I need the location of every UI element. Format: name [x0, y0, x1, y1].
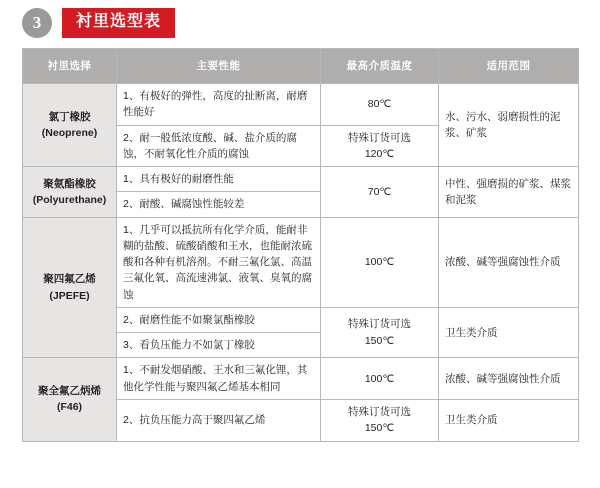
- cell-performance: 1、几乎可以抵抗所有化学介质，能耐非糊的盐酸、硫酸硝酸和王水，也能耐浓硫酸和各种有机溶剂。不耐三氟化氯、高温三氟化氧、高流速沸氯、液氧、臭氧的腐蚀: [117, 217, 321, 307]
- cell-application-scope: 浓酸、碱等强腐蚀性介质: [439, 217, 579, 307]
- table-row: [23, 217, 579, 307]
- cell-performance: 2、耐酸、碱腐蚀性能较差: [117, 192, 321, 217]
- table-row: [23, 358, 579, 400]
- cell-performance: 2、耐磨性能不如聚氯酯橡胶: [117, 307, 321, 332]
- cell-temperature: 80℃: [321, 84, 439, 126]
- section-header: [22, 8, 175, 38]
- cell-application-scope: 水、污水、弱磨损性的泥浆、矿浆: [439, 84, 579, 167]
- temperature-condition: 特殊订货可选: [348, 405, 411, 418]
- temperature-value: 150℃: [364, 422, 395, 435]
- cell-category-fep: [23, 358, 117, 441]
- column-header-lining: 衬里选择: [23, 49, 117, 84]
- cell-performance: 1、不耐发烟硝酸、王水和三氟化锂，其他化学性能与聚四氟乙烯基本相同: [117, 358, 321, 400]
- lining-selection-table: [22, 48, 579, 442]
- category-name-cn: 聚氨酯橡胶: [43, 177, 96, 190]
- cell-category-neoprene: [23, 84, 117, 167]
- category-name-en: (JPEFE): [49, 289, 90, 302]
- column-header-application: 适用范围: [439, 49, 579, 84]
- temperature-value: 120℃: [364, 147, 395, 160]
- column-header-performance: 主要性能: [117, 49, 321, 84]
- cell-performance: 1、有极好的弹性，高度的扯断离，耐磨性能好: [117, 84, 321, 126]
- lining-selection-table-wrapper: [22, 48, 578, 442]
- cell-performance: 3、看负压能力不如氯丁橡胶: [117, 333, 321, 358]
- cell-performance: 2、耐一般低浓度酸、碱、盐介质的腐蚀，不耐氧化性介质的腐蚀: [117, 125, 321, 167]
- column-header-max-temperature: 最高介质温度: [321, 49, 439, 84]
- category-name-cn: 氯丁橡胶: [48, 110, 91, 123]
- section-number-badge: 3: [22, 8, 52, 38]
- cell-temperature: 100℃: [321, 358, 439, 400]
- cell-application-scope: 中性、强磨损的矿浆、煤浆和泥浆: [439, 167, 579, 218]
- category-name-en: (Polyurethane): [32, 193, 107, 206]
- temperature-condition: 特殊订货可选: [348, 131, 411, 144]
- cell-category-ptfe: [23, 217, 117, 358]
- cell-temperature: [321, 399, 439, 441]
- category-name-cn: 聚全氟乙炳烯: [38, 385, 101, 398]
- page-title: 衬里选型表: [62, 8, 175, 37]
- cell-application-scope: 卫生类介质: [439, 307, 579, 358]
- table-header-row: [23, 49, 579, 84]
- cell-performance: 1、具有极好的耐磨性能: [117, 167, 321, 192]
- cell-application-scope: 浓酸、碱等强腐蚀性介质: [439, 358, 579, 400]
- cell-category-polyurethane: [23, 167, 117, 218]
- category-name-en: (Neoprene): [41, 127, 98, 140]
- cell-temperature: 100℃: [321, 217, 439, 307]
- category-name-cn: 聚四氟乙烯: [43, 273, 96, 286]
- cell-temperature: [321, 125, 439, 167]
- temperature-condition: 特殊订货可选: [348, 318, 411, 331]
- cell-temperature: [321, 307, 439, 358]
- cell-performance: 2、抗负压能力高于聚四氟乙烯: [117, 399, 321, 441]
- category-name-en: (F46): [56, 401, 83, 414]
- cell-temperature: 70℃: [321, 167, 439, 218]
- table-row: [23, 84, 579, 126]
- cell-application-scope: 卫生类介质: [439, 399, 579, 441]
- table-row: [23, 167, 579, 192]
- temperature-value: 150℃: [364, 334, 395, 347]
